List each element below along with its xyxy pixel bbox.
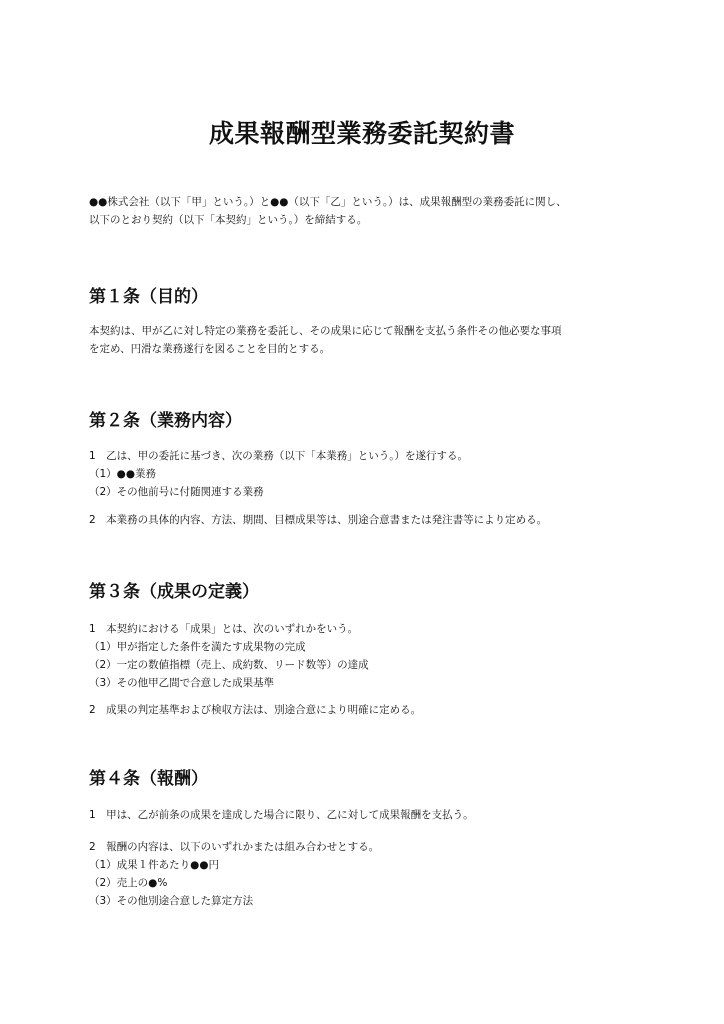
article-line: （1）●●業務 [89, 468, 157, 480]
article-line: を定め、円滑な業務遂行を図ることを目的とする。 [89, 343, 331, 355]
article-line: 1 乙は、甲の委託に基づき、次の業務（以下「本業務」という。）を遂行する。 [89, 450, 469, 462]
article-3-heading: 第３条（成果の定義） [89, 582, 259, 602]
article-line: 本契約は、甲が乙に対し特定の業務を委託し、その成果に応じて報酬を支払う条件その他必要な事項 [89, 325, 562, 337]
preamble [89, 193, 649, 229]
article-line: 2 報酬の内容は、以下のいずれかまたは組み合わせとする。 [89, 841, 380, 853]
article-line: 1 本契約における「成果」とは、次のいずれかをいう。 [89, 623, 359, 635]
article-line: 1 甲は、乙が前条の成果を達成した場合に限り、乙に対して成果報酬を支払う。 [89, 809, 474, 821]
article-2-paragraph-1 [89, 447, 649, 501]
article-line: 2 成果の判定基準および検収方法は、別途合意により明確に定める。 [89, 704, 422, 716]
article-line: （2）一定の数値指標（売上、成約数、リード数等）の達成 [89, 659, 369, 671]
article-line: （3）その他別途合意した算定方法 [89, 895, 254, 907]
article-line: （1）成果１件あたり●●円 [89, 859, 220, 871]
article-4-paragraph-1 [89, 806, 649, 824]
article-2-paragraph-2 [89, 511, 649, 529]
article-3-paragraph-2 [89, 701, 649, 719]
article-1-heading: 第１条（目的） [89, 287, 208, 307]
article-line: （1）甲が指定した条件を満たす成果物の完成 [89, 641, 306, 653]
article-4-paragraph-2 [89, 838, 649, 910]
article-3-paragraph-1 [89, 620, 649, 692]
article-line: 2 本業務の具体的内容、方法、期間、目標成果等は、別途合意書または発注書等により定める。 [89, 514, 548, 526]
article-4-heading: 第４条（報酬） [89, 769, 208, 789]
preamble-line: 以下のとおり契約（以下「本契約」という。）を締結する。 [89, 214, 368, 226]
article-line: （3）その他甲乙間で合意した成果基準 [89, 677, 275, 689]
preamble-line: ●●株式会社（以下「甲」という。）と●●（以下「乙」という。）は、成果報酬型の業務委託に関し、 [89, 196, 567, 208]
article-2-heading: 第２条（業務内容） [89, 411, 242, 431]
document-title: 成果報酬型業務委託契約書 [208, 119, 515, 148]
article-line: （2）その他前号に付随関連する業務 [89, 486, 264, 498]
article-1-paragraph-1 [89, 322, 649, 358]
article-line: （2）売上の●% [89, 877, 168, 889]
